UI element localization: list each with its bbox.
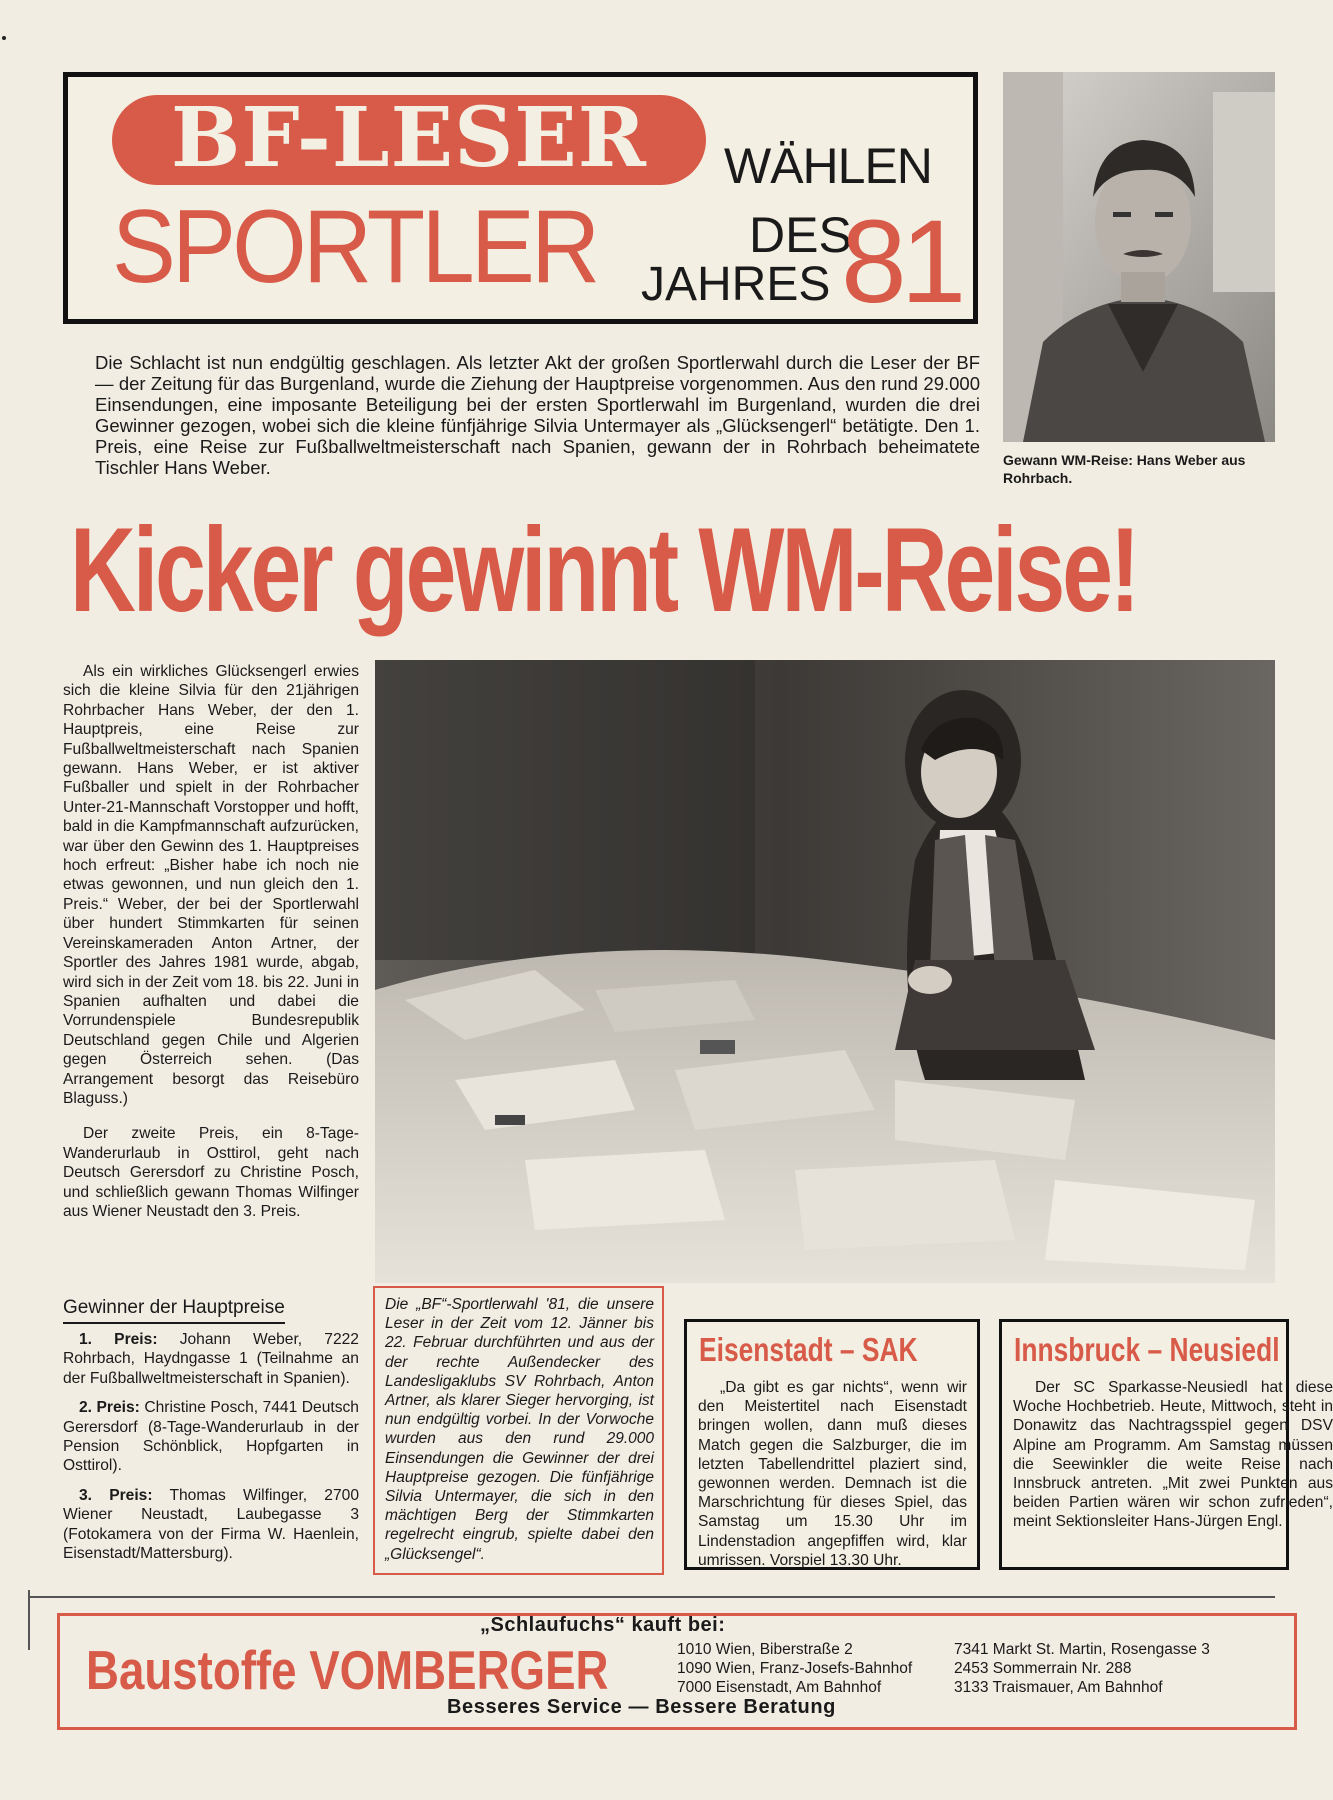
- print-speck: [2, 36, 6, 40]
- innsbruck-box-title: Innsbruck – Neusiedl: [1014, 1331, 1280, 1368]
- winner-text: Johann Weber, 7222 Rohrbach, Haydngasse 1 (Teilnahme an der Fußballweltmeisterschaft in Spanien).: [63, 1331, 359, 1387]
- portrait-photo: [1003, 72, 1275, 442]
- section-divider: [28, 1596, 1275, 1598]
- winner-label: 2. Preis:: [79, 1399, 140, 1417]
- body-paragraph-2: Der zweite Preis, ein 8-Tage-Wanderurlaub in Osttirol, geht nach Deutsch Gerersdorf zu Christine Posch, und schließlich gewann Thomas Wilfinger aus Wiener Neustadt den 3. Preis.: [63, 1125, 359, 1220]
- eisenstadt-box-text: „Da gibt es gar nichts“, wenn wir den Meistertitel nach Eisenstadt bringen wollen, dann muß dieses Match gegen die Salzburger, die im letzten Tabellendrittel plaziert sind, gewonnen werden. Demnach ist die Marschrichtung für dieses Spiel, das Samstag um 15.30 Uhr im Lindenstadion angepfiffen wird, klar umrissen. Vorspiel 13.30 Uhr.: [698, 1379, 967, 1569]
- ad-address: 1010 Wien, Biberstraße 2: [677, 1641, 853, 1658]
- winner-item-1: [63, 1330, 359, 1388]
- eisenstadt-box: [684, 1319, 980, 1570]
- portrait-image: [1003, 72, 1275, 442]
- ad-address: 3133 Traismauer, Am Bahnhof: [954, 1679, 1163, 1696]
- ad-addresses-left: [677, 1640, 912, 1697]
- girl-with-ballots-image: [375, 660, 1275, 1283]
- ad-addresses-right: [954, 1640, 1210, 1697]
- body-paragraph-1: Als ein wirkliches Glücksengerl erwies sich die kleine Silvia für den 21jährigen Rohrbacher Hans Weber, der den 1. Hauptpreis, eine Reise zur Fußballweltmeisterschaft nach Spanien gewann. Hans Weber, er ist aktiver Fußballer und spielt in der Rohrbacher Unter-21-Mannschaft Vorstopper und hofft, bald in die Kampfmannschaft aufzurücken, war über den Gewinn des 1. Hauptpreises hoch erfreut: „Bisher habe ich noch nie etwas gewonnen, und nun gleich den 1. Preis.“ Weber, der bei der Sportlerwahl über hundert Stimmkarten für seinen Vereinskameraden Anton Artner, der Sportler des Jahres 1981 wurde, abgab, wird sich in der Zeit vom 18. bis 22. Juni in Spanien aufhalten und dabei die Vorrundenspiele Bundesrepublik Deutschland gegen Chile und Algerien gegen Österreich sehen. (Das Arrangement besorgt das Reisebüro Blaguss.): [63, 663, 359, 1107]
- ad-address: 7000 Eisenstadt, Am Bahnhof: [677, 1679, 882, 1696]
- intro-paragraph: Die Schlacht ist nun endgültig geschlagen. Als letzter Akt der großen Sportlerwahl durch die Leser der BF — der Zeitung für das Burgenland, wurde die Ziehung der Hauptpreise vorgenommen. Aus den rund 29.000 Einsendungen, eine imposante Beteiligung bei der ersten Sportlerwahl im Burgenland, wurden die drei Gewinner gezogen, wobei sich die kleine fünfjährige Silvia Untermayer als „Glücksengerl“ betätigte. Den 1. Preis, eine Reise zur Fußballweltmeisterschaft nach Spanien, gewann der in Rohrbach beheimatete Tischler Hans Weber.: [95, 352, 980, 478]
- winners-list: [63, 1330, 359, 1573]
- jahres-word: JAHRES: [641, 258, 831, 311]
- article-body: [63, 662, 359, 1237]
- winner-item-3: [63, 1486, 359, 1564]
- headline: Kicker gewinnt WM-Reise!: [70, 503, 1138, 637]
- year-number: 81: [841, 196, 961, 328]
- winners-heading: Gewinner der Hauptpreise: [63, 1296, 285, 1324]
- portrait-caption: Gewann WM-Reise: Hans Weber aus Rohrbach.: [1003, 452, 1246, 486]
- winner-item-2: [63, 1398, 359, 1476]
- eisenstadt-box-title: Eisenstadt – SAK: [699, 1331, 918, 1368]
- ad-address: 1090 Wien, Franz-Josefs-Bahnhof: [677, 1660, 913, 1677]
- winner-label: 1. Preis:: [79, 1331, 158, 1348]
- innsbruck-box-text: Der SC Sparkasse-Neusiedl hat diese Woche Hochbetrieb. Heute, Mittwoch, steht in Donawitz das Nachtragsspiel gegen DSV Alpine am Programm. Am Samstag müssen die Seewinkler die weite Reise nach Innsbruck antreten. „Mit zwei Punkten aus beiden Partien wären wir schon zufrieden“, meint Sektionsleiter Hans-Jürgen Engl.: [1013, 1379, 1333, 1531]
- main-photo: [375, 660, 1275, 1283]
- ad-header: „Schlaufuchs“ kauft bei:: [480, 1614, 726, 1636]
- winner-text: Christine Posch, 7441 Deutsch Gerersdorf (8-Tage-Wanderurlaub in der Pension Schönblick, Hopfgarten in Osttirol).: [63, 1399, 359, 1475]
- winner-text: Thomas Wilfinger, 2700 Wiener Neustadt, Laubegasse 3 (Fotokamera von der Firma W. Haenlein, Eisenstadt/Mattersburg).: [63, 1486, 359, 1563]
- photo-caption-box: Die „BF“-Sportlerwahl '81, die unsere Leser in der Zeit vom 12. Jänner bis 22. Februar durchführten und aus der der rechte Außendecker des Landesligaklubs SV Rohrbach, Anton Artner, als klarer Sieger hervorging, ist nun endgültig vorbei. In der Vorwoche wurden aus den rund 29.000 Einsendungen die Gewinner der drei Hauptpreise gezogen. Die fünfjährige Silvia Untermayer, die sich in den mächtigen Berg der Stimmkarten regelrecht eingrub, spielte dabei den „Glücksengel“.: [373, 1286, 664, 1575]
- left-rule: [28, 1590, 30, 1650]
- waehlen-word: WÄHLEN: [724, 138, 932, 194]
- ad-brand: Baustoffe VOMBERGER: [86, 1639, 609, 1701]
- ad-footer: Besseres Service — Bessere Beratung: [447, 1696, 836, 1718]
- logo-text: BF-LESER: [171, 90, 647, 186]
- sportler-word: SPORTLER: [112, 189, 597, 305]
- ad-address: 7341 Markt St. Martin, Rosengasse 3: [954, 1641, 1210, 1658]
- des-word: DES: [749, 207, 852, 263]
- winner-label: 3. Preis:: [79, 1486, 153, 1504]
- ad-address: 2453 Sommerrain Nr. 288: [954, 1660, 1132, 1677]
- masthead: [63, 72, 978, 328]
- innsbruck-box: [999, 1319, 1333, 1570]
